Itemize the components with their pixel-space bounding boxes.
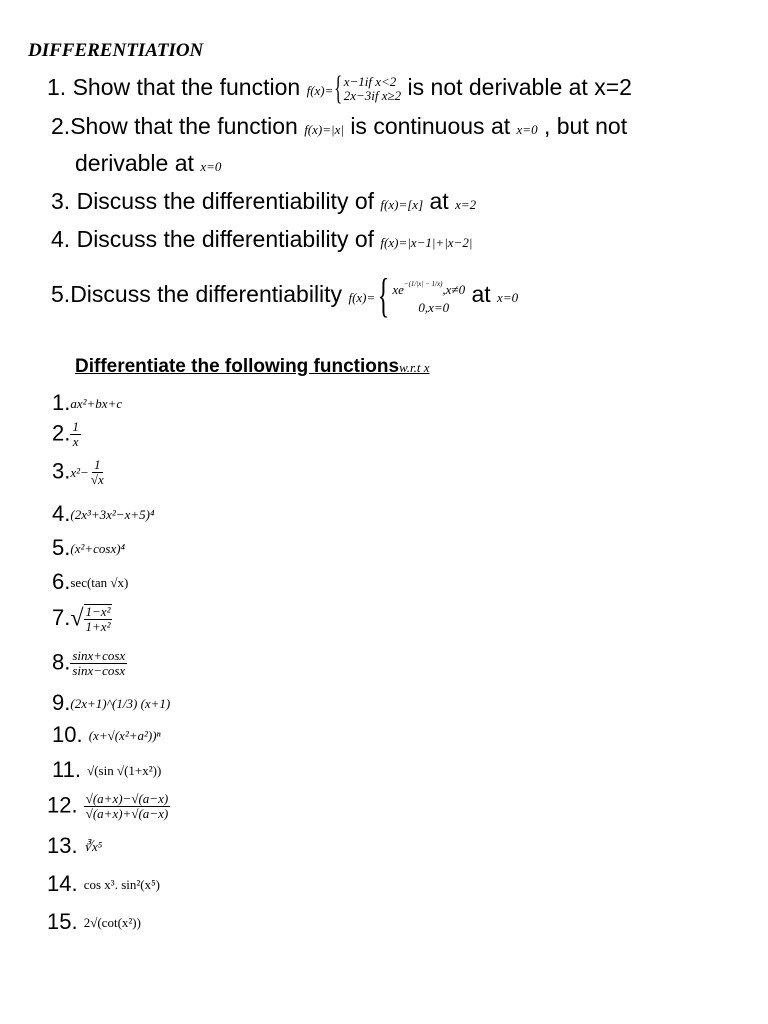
case-1: x−1if x<2	[343, 74, 397, 89]
exercise-11	[52, 757, 161, 783]
exercise-number: 4.	[52, 501, 71, 526]
exercise-5	[52, 535, 125, 561]
math-expression: x=0	[497, 290, 519, 306]
exercise-expression: 2√(cot(x²))	[83, 915, 141, 931]
brace: {	[334, 70, 343, 107]
exercise-7	[52, 604, 112, 634]
problem-text: is not derivable at x=2	[407, 74, 632, 101]
problem-text: at	[471, 281, 491, 308]
numerator: sinx+cosx	[72, 648, 126, 663]
brace: {	[378, 269, 390, 322]
exercise-10	[52, 722, 161, 748]
problem-number: 4.	[51, 226, 71, 252]
math-expression: x=0	[516, 122, 538, 137]
exercise-expression: cos x³. sin²(x⁵)	[83, 877, 160, 893]
exercise-9	[52, 690, 170, 716]
problem-text: Show that the function	[72, 74, 301, 101]
fraction	[89, 458, 106, 487]
problem-4	[51, 225, 472, 257]
exercise-number: 1.	[52, 390, 71, 415]
exercise-4	[52, 501, 154, 527]
problem-3	[51, 187, 476, 219]
exercise-expression: (2x³+3x²−x+5)⁴	[70, 507, 155, 523]
problem-text: Discuss the differentiability of	[76, 188, 375, 214]
numerator: √(a+x)−√(a−x)	[85, 791, 169, 806]
problem-text: Show that the function	[70, 113, 298, 139]
problem-1	[47, 72, 632, 106]
exercise-14	[47, 871, 160, 897]
exercise-13	[47, 833, 102, 859]
case-1: $xe^{-(1/|x| - 1/x)},x\ne 0$	[392, 280, 466, 297]
fraction	[84, 604, 113, 634]
exercise-expression: (x²+cosx)⁴	[70, 541, 126, 557]
problem-2-continued	[75, 149, 221, 181]
problem-2	[51, 112, 627, 144]
exercise-number: 15.	[47, 909, 78, 934]
denominator: √x	[90, 472, 104, 487]
math-expression: x=0	[200, 159, 222, 174]
problem-text: at	[429, 188, 449, 214]
denominator: x	[72, 434, 79, 449]
problem-text: derivable at	[75, 150, 194, 176]
problem-number: 3.	[51, 188, 71, 214]
exercise-8	[52, 649, 127, 678]
math-expression: f(x)=[x]	[380, 197, 424, 212]
denominator: sinx−cosx	[72, 663, 126, 678]
exercise-15	[47, 909, 141, 935]
math-expression: x=2	[455, 197, 477, 212]
problem-number: 5.	[51, 281, 71, 308]
problem-text: is continuous at	[350, 113, 511, 139]
problem-text: Discuss the differentiability of	[76, 226, 375, 252]
exercise-6	[52, 569, 128, 595]
numerator: 1−x²	[85, 604, 111, 619]
page-title: DIFFERENTIATION	[28, 40, 204, 61]
piecewise-cases	[392, 275, 465, 317]
piecewise-cases	[344, 75, 401, 103]
exercise-number: 8.	[52, 649, 71, 675]
denominator: 1+x²	[85, 619, 111, 634]
fraction	[70, 649, 127, 678]
exercise-number: 6.	[52, 569, 71, 594]
fraction	[84, 792, 170, 821]
heading-suffix: w.r.t x	[399, 360, 430, 375]
problem-text: Discuss the differentiability	[70, 281, 343, 308]
exercise-number: 5.	[52, 535, 71, 560]
exercise-expression: √(sin √(1+x²))	[87, 763, 162, 779]
problem-number: 2.	[51, 113, 71, 139]
math-expression: f(x)=|x|	[304, 122, 344, 137]
problem-number: 1.	[47, 74, 67, 101]
exercise-2	[52, 420, 81, 449]
exercise-number: 2.	[52, 420, 71, 446]
exercise-number: 9.	[52, 690, 71, 715]
exercise-expression: (x+√(x²+a²))ⁿ	[88, 728, 161, 744]
exercise-3	[52, 458, 106, 487]
exercise-number: 10.	[52, 722, 83, 747]
exercise-expression: (2x+1)^(1/3) (x+1)	[70, 696, 171, 712]
math-expression: f(x)=	[348, 290, 376, 306]
math-expression: f(x)=|x−1|+|x−2|	[380, 235, 473, 250]
exercise-number: 14.	[47, 871, 78, 896]
radical-sign: √	[70, 605, 84, 632]
problem-5	[51, 269, 519, 322]
exercise-1	[52, 390, 122, 416]
numerator: 1	[72, 419, 79, 434]
numerator: 1	[94, 457, 101, 472]
denominator: √(a+x)+√(a−x)	[85, 806, 169, 821]
problem-text: , but not	[543, 113, 628, 139]
exercise-number: 13.	[47, 833, 78, 858]
math-expression: f(x)=	[306, 83, 334, 99]
exercise-expression: ax²+bx+c	[70, 396, 123, 412]
exercise-expression: ∛x⁵	[83, 839, 103, 855]
exercise-expression: x²−	[70, 464, 89, 480]
case-2: 2x−3if x≥2	[343, 88, 402, 103]
fraction	[70, 420, 81, 449]
exercise-number: 3.	[52, 458, 71, 484]
exercise-12	[47, 792, 170, 821]
exercise-number: 11.	[52, 757, 81, 782]
exercise-number: 12.	[47, 792, 78, 818]
exercise-expression: sec(tan √x)	[70, 575, 129, 591]
heading-text: Differentiate the following functions	[75, 356, 400, 377]
case-2: 0,x=0	[418, 300, 450, 315]
section-heading	[75, 356, 430, 378]
exponent: −(1/|x| − 1/x)	[403, 280, 443, 288]
exercise-number: 7.	[52, 604, 71, 630]
